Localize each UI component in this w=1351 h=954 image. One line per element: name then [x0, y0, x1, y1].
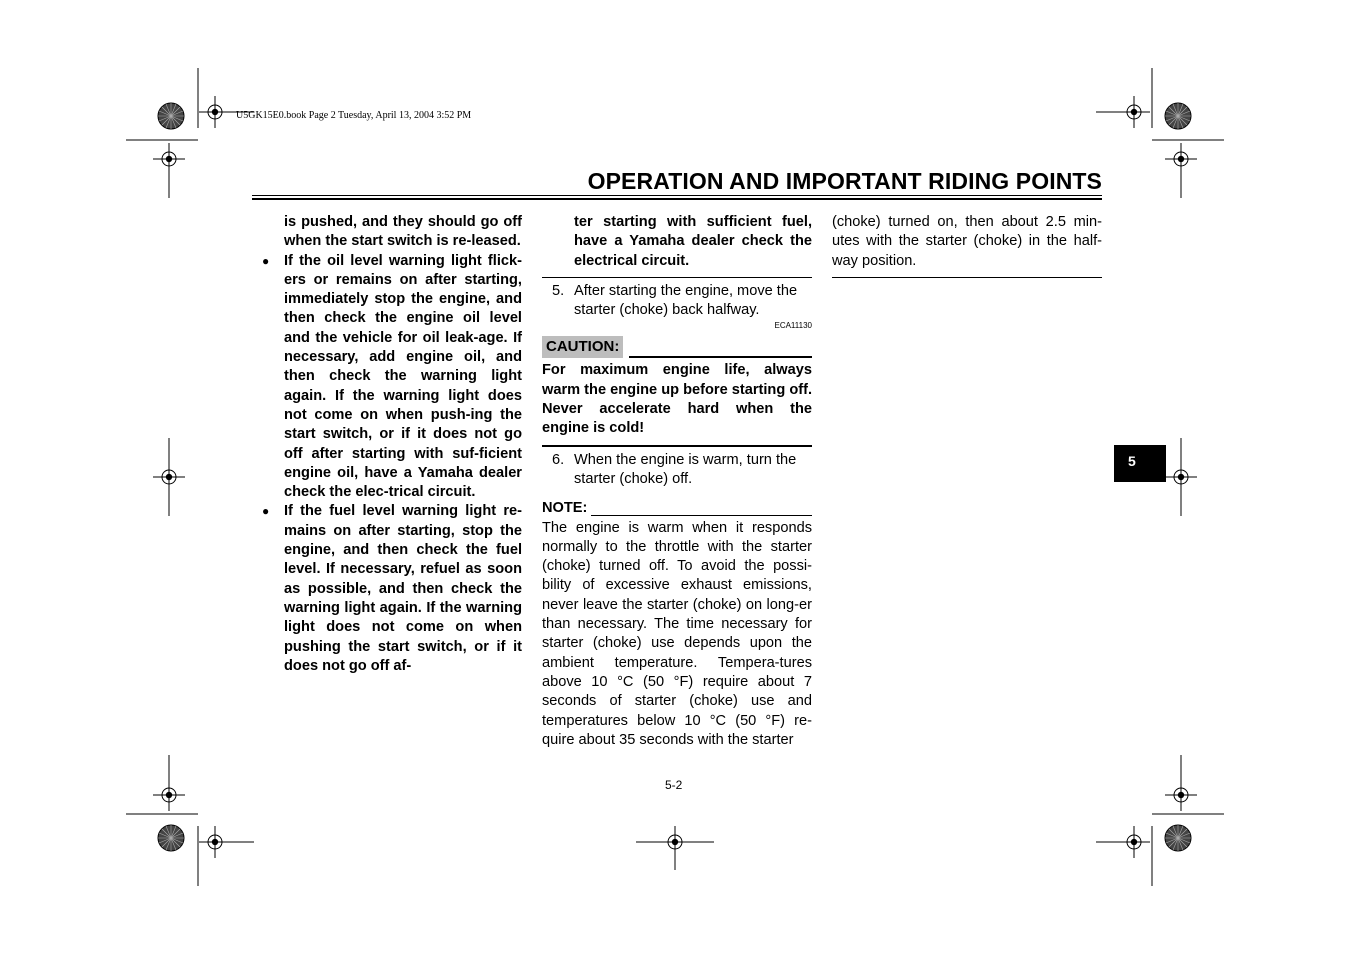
caution-rule [629, 356, 812, 358]
column-1 [262, 213, 522, 676]
column-1-continued-text: is pushed, and they should go off when the start switch is re-leased. [284, 214, 522, 250]
column-3-continued-text: (choke) turned on, then about 2.5 min-utes with the starter (choke) in the half-way position. [832, 214, 1102, 269]
note-text: The engine is warm when it responds normally to the throttle with the starter (choke) turned off. To avoid the possi-bility of excessive exhaust emissions, never leave the starter (choke) on long-er than necessary. The time necessary for starter (choke) use depends upon the ambient temperature. Tempera-tures above 10 °C (50 °F) require about 7 seconds of starter (choke) use and temperatures below 10 °C (50 °F) re-quire about 35 seconds with the starter [542, 519, 812, 748]
step-5-text: After starting the engine, move the starter (choke) back halfway. [574, 282, 798, 319]
caution-text: For maximum engine life, always warm the engine up before starting off. Never accelerate hard when the engine is cold! [542, 362, 813, 437]
title-rule-thin [252, 195, 1102, 196]
step-5 [542, 282, 812, 321]
chapter-tab-number: 5 [1128, 453, 1136, 469]
chapter-tab [1114, 445, 1166, 482]
column-3 [832, 213, 1102, 278]
divider [542, 277, 812, 278]
column-2-continued-text: ter starting with sufficient fuel, have a Yamaha dealer check the electrical circuit. [574, 214, 812, 269]
note-end-rule [832, 277, 1102, 278]
bullet-icon: ● [262, 504, 270, 519]
print-slug: U5GK15E0.book Page 2 Tuesday, April 13, 2004 3:52 PM [236, 110, 472, 121]
page-title: OPERATION AND IMPORTANT RIDING POINTS [587, 168, 1102, 194]
step-6-text: When the engine is warm, turn the starter (choke) off. [574, 451, 797, 487]
bullet-text-oil: If the oil level warning light flick-ers or remains on after starting, immediately stop the engine, and then check the engine oil level and the vehicle for oil leak-age. If necessary, add engine oil, and then check the warning light again. If the warning light does not come on when push-ing the start switch, or if it does not go off after starting with suf-ficient engine oil, have a Yamaha dealer check the elec-trical circuit. [284, 252, 522, 501]
caution-end-rule [542, 445, 812, 447]
bullet-item-fuel [262, 502, 522, 676]
bullet-item-oil [262, 252, 522, 503]
step-6 [542, 451, 812, 490]
column-2 [542, 213, 812, 750]
note-rule [591, 515, 812, 516]
title-rule-thick [252, 198, 1102, 200]
caution-label: CAUTION: [542, 336, 623, 358]
page-number: 5-2 [665, 778, 683, 792]
step-5-number: 5. [552, 282, 565, 299]
bullet-icon: ● [262, 253, 270, 268]
caution-header [542, 334, 812, 358]
bullet-text-fuel: If the fuel level warning light re-mains on after starting, stop the engine, and then check the fuel level. If necessary, refuel as soon as possible, and then check the warning light again. If the warning light does not come on when pushing the start switch, or if it does not go off af- [284, 503, 522, 674]
step-6-number: 6. [552, 451, 565, 468]
caution-code: ECA11130 [774, 321, 812, 331]
note-label: NOTE: [542, 500, 588, 517]
note-header [542, 499, 812, 518]
